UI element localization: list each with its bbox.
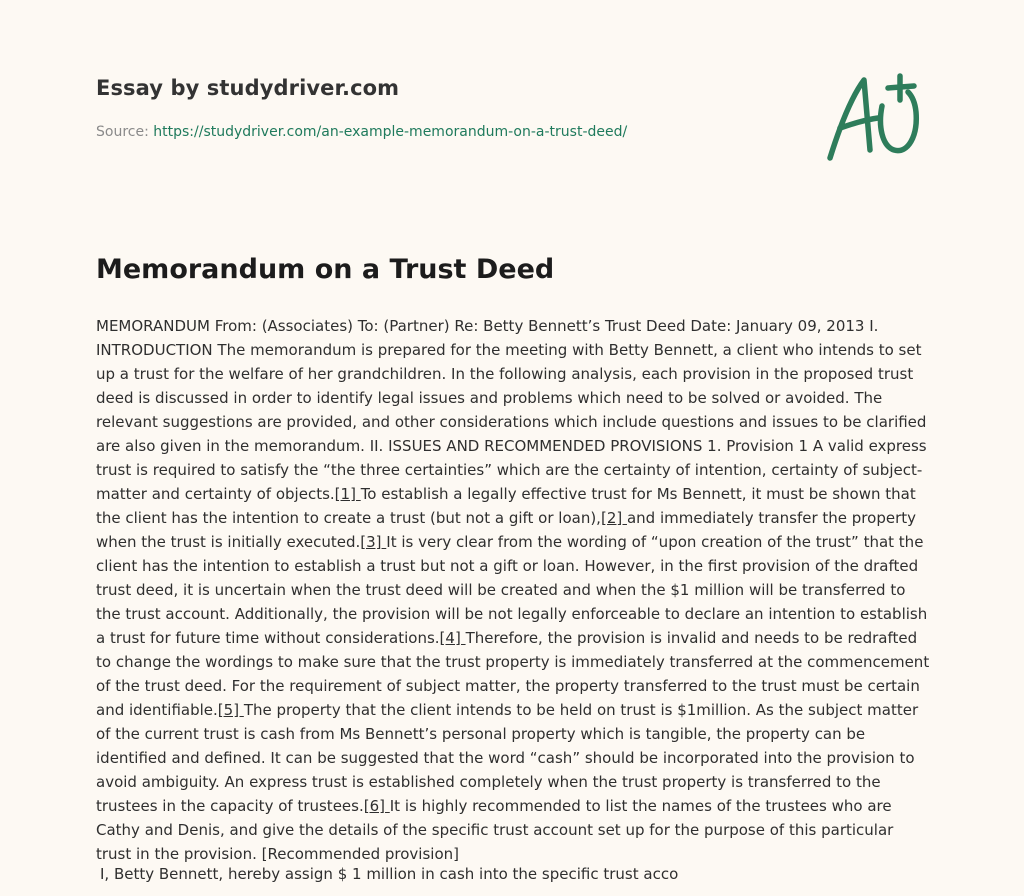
body-segment: To establish a legally effective trust for Ms Bennett, it must be shown that the client has the intention to create a trust (but not a gift or loan), bbox=[96, 485, 916, 527]
body-segment: The property that the client intends to be held on trust is $1million. As the subject matter of the current trust is cash from Ms Bennett’s personal property which is tangible, the property can be identified and defined. It can be suggested that the word “cash” should be incorporated into the provision to avoid ambiguity. An express trust is established completely when the trust property is transferred to the trustees in the capacity of trustees. bbox=[96, 701, 919, 815]
footnote-link[interactable]: [1] bbox=[334, 485, 361, 503]
footnote-link[interactable]: [2] bbox=[600, 509, 627, 527]
body-segment: and immediately transfer the property when the trust is initially executed. bbox=[96, 509, 916, 551]
footnote-link[interactable]: [4] bbox=[439, 629, 466, 647]
footnote-link[interactable]: [6] bbox=[363, 797, 390, 815]
article-body bbox=[96, 314, 932, 866]
source-link[interactable]: https://studydriver.com/an-example-memorandum-on-a-trust-deed/ bbox=[153, 124, 628, 140]
body-segment: MEMORANDUM From: (Associates) To: (Partner) Re: Betty Bennett’s Trust Deed Date: January 09, 2013 I. INTRODUCTION The memorandum is prepared for the meeting with Betty Bennett, a client who intends to set up a trust for the welfare of her grandchildren. In the following analysis, each provision in the proposed trust deed is discussed in order to identify legal issues and problems which need to be solved or avoided. The relevant suggestions are provided, and other considerations which include questions and issues to be clarified are also given in the memorandum. II. ISSUES AND RECOMMENDED PROVISIONS 1. Provision 1 A valid express trust is required to satisfy the “the three certainties” which are the certainty of intention, certainty of subject-matter and certainty of objects. bbox=[96, 317, 927, 503]
footnote-link[interactable]: [5] bbox=[217, 701, 244, 719]
source-line bbox=[96, 124, 627, 140]
source-label: Source: bbox=[96, 124, 149, 140]
body-segment: It is very clear from the wording of “upon creation of the trust” that the client has the intention to establish a trust but not a gift or loan. However, in the first provision of the drafted trust deed, it is uncertain when the trust deed will be created and when the $1 million will be transferred to the trust account. Additionally, the provision will be not legally enforceable to declare an intention to establish a trust for future time without considerations. bbox=[96, 533, 928, 647]
body-segment: It is highly recommended to list the names of the trustees who are Cathy and Denis, and give the details of the specific trust account set up for the purpose of this particular trust in the provision. [Recommended provision] bbox=[96, 797, 894, 863]
recommended-provision-text: I, Betty Bennett, hereby assign $ 1 million in cash into the specific trust acco bbox=[100, 865, 679, 883]
body-segment: Therefore, the provision is invalid and needs to be redrafted to change the wordings to make sure that the trust property is immediately transferred at the commencement of the trust deed. For the requirement of subject matter, the property transferred to the trust must be certain and identifiable. bbox=[96, 629, 930, 719]
footnote-link[interactable]: [3] bbox=[360, 533, 387, 551]
site-brand: Essay by studydriver.com bbox=[96, 76, 400, 100]
a-plus-logo-icon bbox=[820, 66, 932, 166]
page-title: Memorandum on a Trust Deed bbox=[96, 254, 555, 285]
